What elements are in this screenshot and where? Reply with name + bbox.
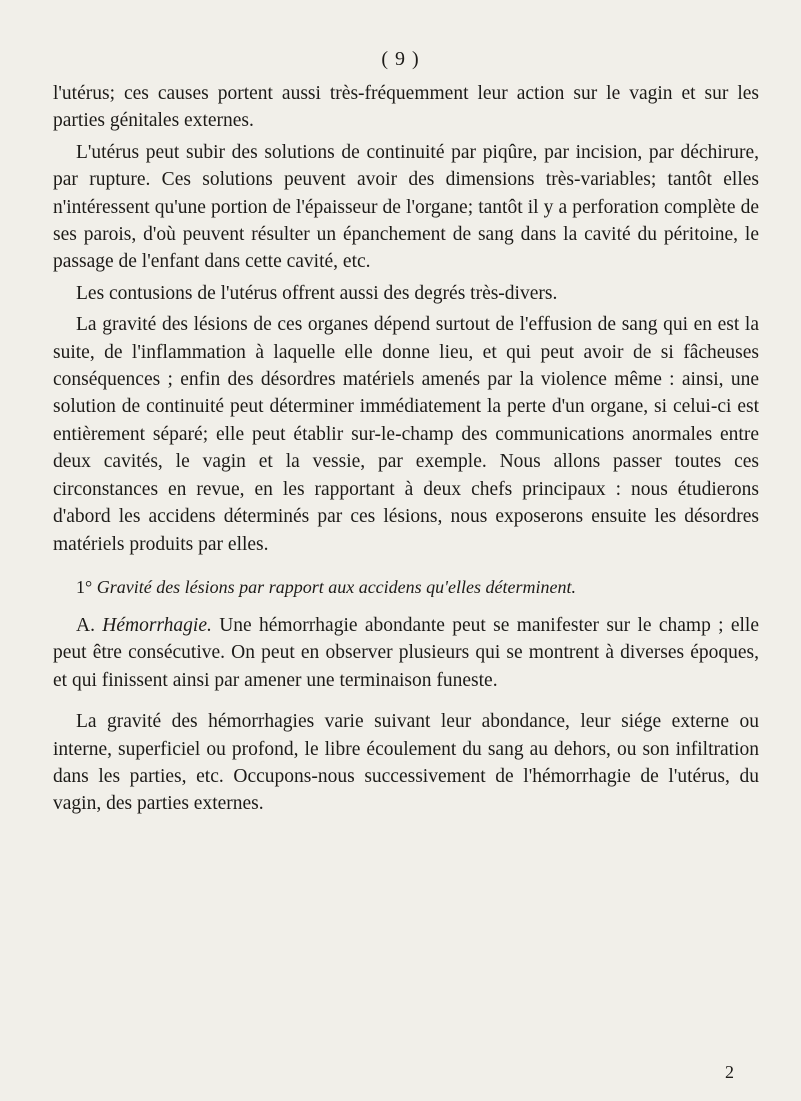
section-lead-term: Hémorrhagie.	[102, 614, 212, 636]
paragraph-gravite-hemorrhagies: La gravité des hémorrhagies varie suivant leur abondance, leur siége externe ou interne, superficiel ou profond, le libre écoulement du sang au dehors, ou son infiltration dans les parties, etc. Occupons-nous successivement de l'hémorrhagie de l'utérus, du vagin, des parties externes.	[53, 711, 759, 815]
page-number: ( 9 )	[381, 48, 420, 70]
signature-mark: 2	[725, 1062, 734, 1082]
paragraph-contusions: Les contusions de l'utérus offrent aussi des degrés très-divers.	[76, 282, 558, 304]
paragraph-solutions-continuite: L'utérus peut subir des solutions de continuité par piqûre, par incision, par déchirure, par rupture. Ces solutions peuvent avoir des dimensions très-variables; tantôt elles n'intéressent qu'une portion de l'épaisseur de l'organe; tantôt il y a perforation complète de ses parois, d'où peuvent résulter un épanchement de sang dans la cavité du péritoine, le passage de l'enfant dans cette cavité, etc.	[53, 141, 759, 273]
paragraph-gravite-lesions: La gravité des lésions de ces organes dépend surtout de l'effusion de sang qui en est la suite, de l'inflammation à laquelle elle donne lieu, et qui peut avoir de si fâcheuses conséquences ; enfin des désordres matériels amenés par la violence même : ainsi, une solution de continuité peut déterminer immédiatement la perte d'un organe, si celui-ci est entièrement séparé; elle peut établir sur-le-champ des communications anormales entre deux cavités, le vagin et la vessie, par exemple. Nous allons passer toutes ces circonstances en revue, en les rapportant à deux chefs principaux : nous étudierons d'abord les accidens déterminés par ces lésions, nous exposerons ensuite les désordres matériels produits par elles.	[53, 314, 759, 555]
page-body	[53, 80, 759, 818]
paragraph-continuation: l'utérus; ces causes portent aussi très-fréquemment leur action sur le vagin et sur les parties génitales externes.	[53, 83, 759, 132]
section-subheading	[53, 574, 759, 600]
subheading-title: Gravité des lésions par rapport aux accidens qu'elles déterminent.	[96, 576, 576, 597]
paragraph-hemorrhagie	[53, 612, 759, 694]
section-label: A.	[76, 614, 95, 636]
subheading-numeral: 1°	[76, 576, 93, 597]
paragraph-hemorrhagie-text: Une hémorrhagie abondante peut se manifester sur le champ ; elle peut être consécutive. On peut en observer plusieurs qui se montrent à diverses époques, et qui finissent ainsi par amener une terminaison funeste.	[53, 614, 760, 691]
